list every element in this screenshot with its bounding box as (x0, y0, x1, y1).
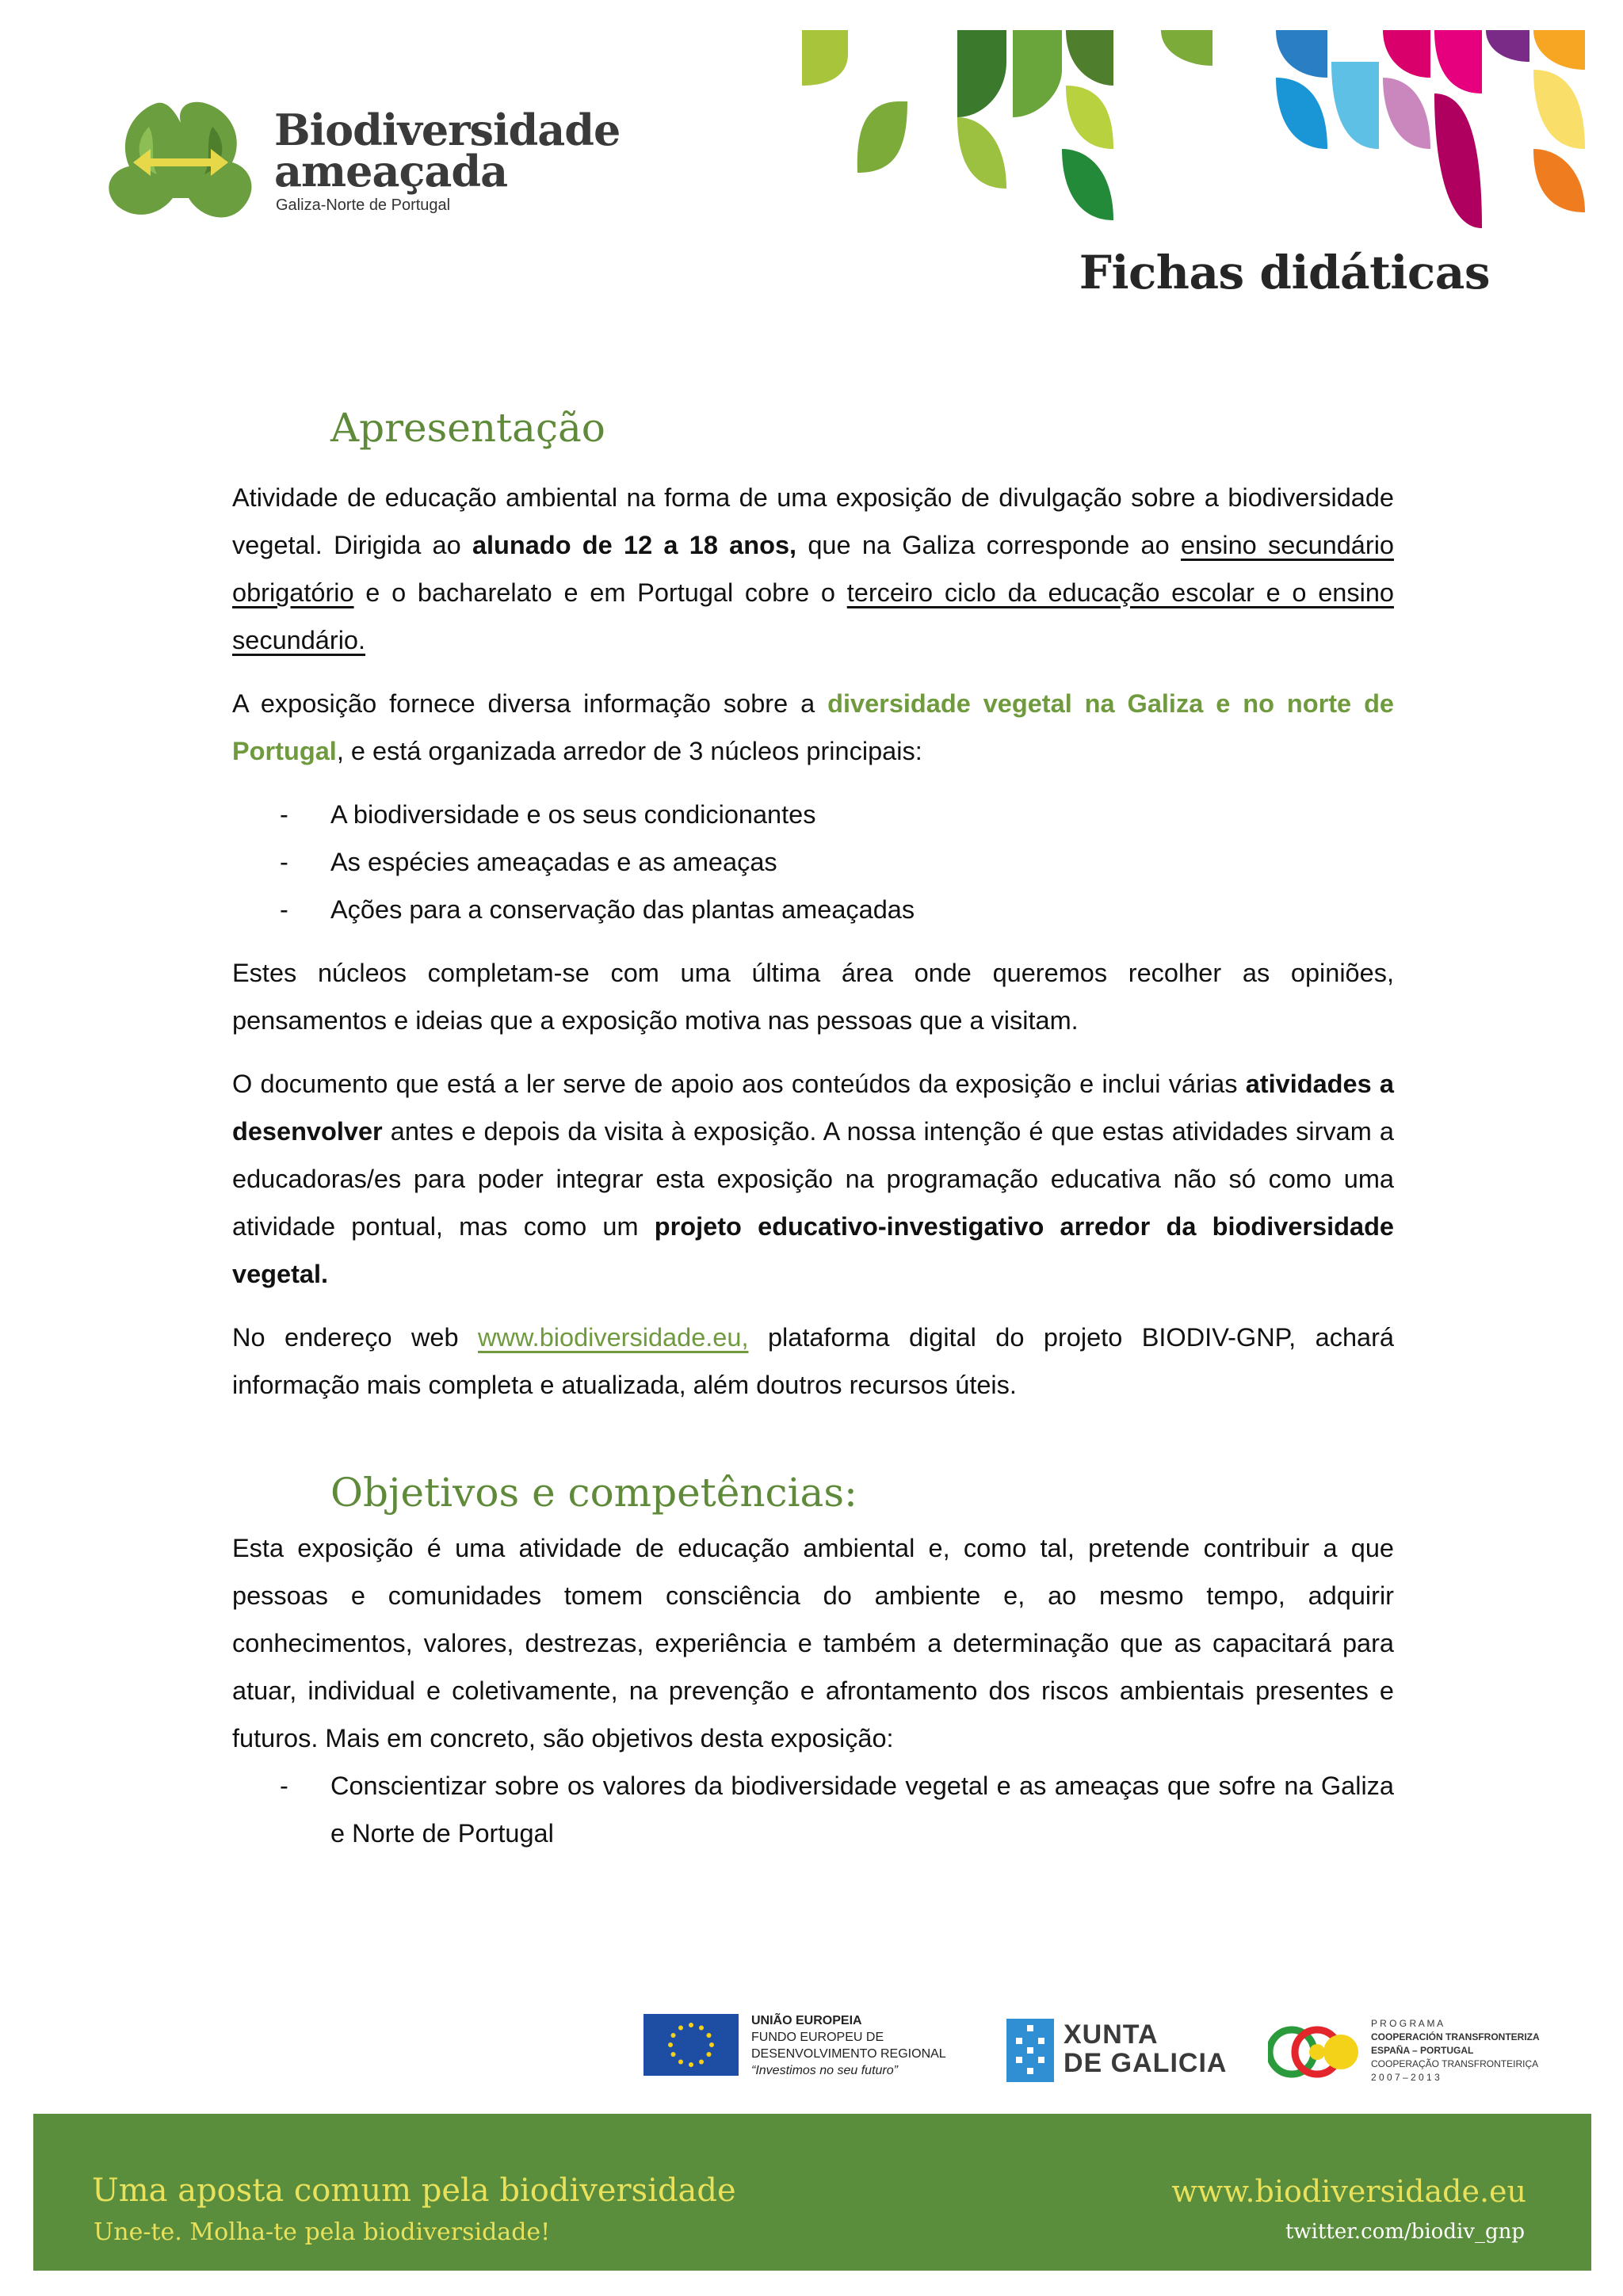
dash-bullet: - (280, 1772, 288, 1800)
paragraph-objetivos: Esta exposição é uma atividade de educação ambiental e, como tal, pretende contribuir a que pessoas e comunidades tomem consciência do ambiente e, ao mesmo tempo, adquirir conhecimentos, valores, destrezas, experiência e também a determinação que as capacitará para atuar, individual e coletivamente, na prevenção e afrontamento dos riscos ambientais presentes e futuros. Mais em concreto, são objetivos desta exposição: (232, 1534, 1394, 1753)
section-heading-objetivos: Objetivos e competências: (330, 1470, 857, 1516)
website-link[interactable]: www.biodiversidade.eu, (478, 1323, 749, 1352)
dash-bullet: - (280, 848, 288, 876)
list-item-text: Conscientizar sobre os valores da biodiversidade vegetal e as ameaças que sofre na Galiza e Norte de Portugal (330, 1772, 1394, 1848)
poctep-program-text (1371, 2017, 1540, 2084)
text-run: No endereço web (232, 1323, 479, 1352)
list-item-text: A biodiversidade e os seus condicionantes (330, 800, 816, 829)
poctep-text-line: P R O G R A M A (1371, 2018, 1444, 2029)
underlined-text-portugal-level: terceiro ciclo da educação escolar e o ensino secundário. (232, 578, 1394, 654)
eu-flag-icon (643, 2014, 739, 2076)
footer-website-link[interactable]: www.biodiversidade.eu (1171, 2174, 1526, 2209)
dash-bullet: - (280, 895, 288, 924)
text-run: antes e depois da visita à exposição. A nossa intenção é que estas atividades sirvam a educadoras/es para poder integrar esta exposição na programação educativa não só como uma atividade pontual, mas como um (232, 1117, 1394, 1241)
section-heading-apresentacao: Apresentação (330, 405, 605, 451)
text-run: , e está organizada arredor de 3 núcleos principais: (336, 737, 922, 765)
poctep-text-line: 2 0 0 7 – 2 0 1 3 (1371, 2072, 1440, 2083)
logo-subtitle: Galiza-Norte de Portugal (276, 196, 451, 214)
eu-text-line: DESENVOLVIMENTO REGIONAL (751, 2047, 946, 2061)
paragraph-exposition (232, 680, 1394, 775)
footer-banner (33, 2114, 1591, 2271)
poctep-text-line: ESPAÑA – PORTUGAL (1371, 2045, 1474, 2056)
nucleos-list (232, 791, 1394, 933)
text-run: O documento que está a ler serve de apoio aos conteúdos da exposição e inclui várias (232, 1070, 1246, 1098)
logo-title-line1: Biodiversidade (274, 105, 621, 155)
footer-twitter-link[interactable]: twitter.com/biodiv_gnp (1285, 2220, 1525, 2244)
list-item-text: Ações para a conservação das plantas ameaçadas (330, 895, 915, 924)
paragraph-intro (232, 474, 1394, 664)
paragraph-nucleos: Estes núcleos completam-se com uma última área onde queremos recolher as opiniões, pensamentos e ideias que a exposição motiva nas pessoas que a visitam. (232, 959, 1394, 1035)
main-content (232, 396, 1394, 1857)
document-title: Fichas didáticas (1079, 246, 1490, 299)
eu-text-line: UNIÃO EUROPEIA (751, 2014, 862, 2027)
decorative-leaf-mosaic (792, 30, 1593, 236)
bold-text-audience: alunado de 12 a 18 anos, (472, 531, 797, 559)
dash-bullet: - (280, 800, 288, 829)
xunta-coat-of-arms-icon (1006, 2019, 1054, 2082)
xunta-text-line: DE GALICIA (1064, 2048, 1228, 2078)
paragraph-web (232, 1314, 1394, 1409)
highlight-text-region: diversidade vegetal na Galiza e no norte de Portugal (232, 689, 1394, 765)
text-run: que na Galiza corresponde ao (796, 531, 1181, 559)
eu-text-line: FUNDO EUROPEU DE (751, 2031, 884, 2044)
bold-text-activities: atividades a desenvolver (232, 1070, 1395, 1146)
logo-title (274, 105, 621, 196)
bold-text-project: projeto educativo-investigativo arredor da biodiversidade vegetal. (232, 1212, 1395, 1288)
list-item-text: As espécies ameaçadas e as ameaças (330, 848, 777, 876)
sponsor-logos (0, 1997, 1623, 2100)
xunta-text-line: XUNTA (1064, 2019, 1159, 2050)
poctep-text-line: COOPERACIÓN TRANSFRONTERIZA (1371, 2031, 1540, 2042)
text-run: A exposição fornece diversa informação sobre a (232, 689, 828, 718)
header (0, 0, 1623, 238)
logo-title-line2: ameaçada (274, 146, 508, 196)
text-run: e o bacharelato e em Portugal cobre o (353, 578, 847, 607)
objetivos-list (232, 1762, 1394, 1857)
text-run: plataforma digital do projeto BIODIV-GNP, achará informação mais completa e atualizada, além doutros recursos úteis. (232, 1323, 1395, 1399)
list-item (232, 886, 1394, 933)
eu-text-line: “Investimos no seu futuro” (751, 2064, 898, 2077)
eu-funding-text (751, 2012, 946, 2079)
list-item (232, 1762, 1394, 1857)
footer-subslogan: Une-te. Molha-te pela biodiversidade! (94, 2218, 551, 2246)
leaf-arrow-icon (101, 95, 260, 230)
xunta-de-galicia-logo-text (1064, 2020, 1227, 2077)
underlined-text-galiza-level: ensino secundário obrigatório (232, 531, 1394, 607)
paragraph-document (232, 1060, 1394, 1298)
text-run: Atividade de educação ambiental na forma de uma exposição de divulgação sobre a biodiversidade vegetal. Dirigida ao (232, 483, 1394, 559)
biodiversidade-logo[interactable] (101, 95, 621, 230)
footer-slogan: Uma aposta comum pela biodiversidade (92, 2172, 736, 2209)
poctep-logo-icon (1268, 2020, 1361, 2084)
list-item (232, 838, 1394, 886)
list-item (232, 791, 1394, 838)
poctep-text-line: COOPERAÇÃO TRANSFRONTEIRIÇA (1371, 2058, 1539, 2069)
